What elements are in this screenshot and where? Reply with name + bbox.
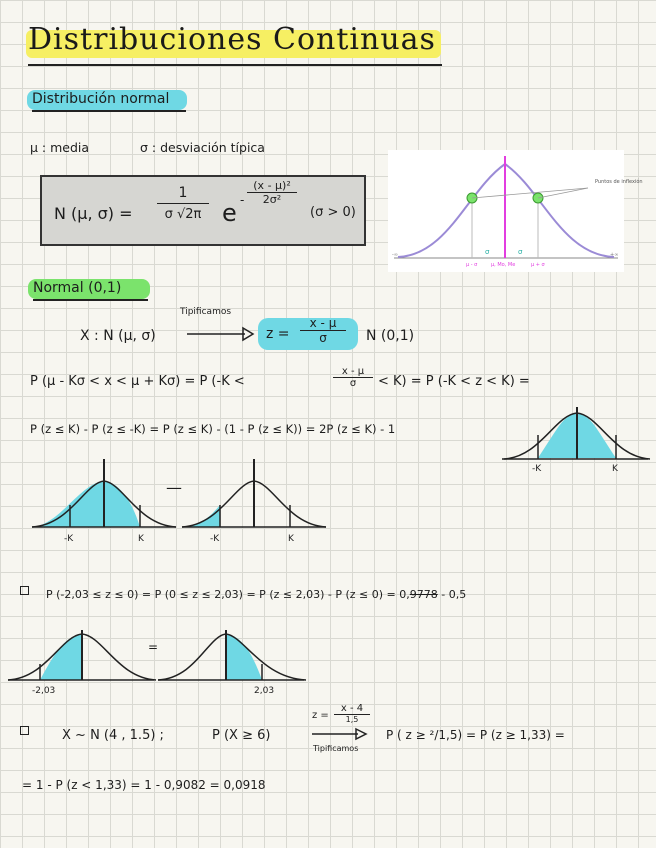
eq1-fraction bbox=[333, 366, 373, 389]
curve-example-1-right bbox=[156, 620, 306, 700]
formula-base: e bbox=[222, 199, 237, 227]
curve-example-1-left bbox=[6, 620, 159, 700]
section-title-std: Normal (0,1) bbox=[33, 280, 122, 296]
example-2-z-lhs: z = bbox=[312, 710, 329, 721]
center-label: μ, Mo, Me bbox=[491, 262, 516, 268]
tip-label: Tipificamos bbox=[180, 307, 232, 317]
curve-example-1-left-fill bbox=[40, 634, 82, 680]
minus-sign: — bbox=[166, 478, 182, 497]
eq1-left: P (μ - Kσ < x < μ + Kσ) = P (-K < bbox=[30, 374, 245, 389]
formula-exp-sign: - bbox=[240, 193, 245, 207]
normal-formula-box bbox=[40, 175, 366, 246]
example-2-z-denominator: 1,5 bbox=[345, 715, 359, 724]
sigma-label-right: σ bbox=[518, 248, 523, 256]
example-2-dist: X ~ N (4 , 1.5) ; bbox=[62, 728, 164, 743]
example-1-struck: 9778 bbox=[409, 588, 438, 601]
example-1-part-b: - 0,5 bbox=[437, 588, 467, 601]
z-denominator: σ bbox=[319, 331, 327, 345]
label-neg-k-1: -K bbox=[64, 534, 74, 544]
label-neg-k-2: -K bbox=[210, 534, 220, 544]
z-lhs: z = bbox=[266, 326, 290, 342]
label-neg-2-03: -2,03 bbox=[32, 686, 56, 696]
example-2-prob: P (X ≥ 6) bbox=[212, 728, 271, 743]
curve-p-z-le-k bbox=[30, 455, 180, 545]
page-title: Distribuciones Continuas bbox=[28, 22, 436, 57]
eq1-right: < K) = P (-K < z < K) = bbox=[378, 374, 530, 389]
formula-fraction bbox=[157, 185, 209, 222]
label-k-2: K bbox=[288, 534, 294, 544]
example-1-text bbox=[46, 588, 466, 601]
title-underline bbox=[28, 64, 442, 66]
z-fraction bbox=[300, 316, 346, 345]
example-2-below-arrow: Tipificamos bbox=[313, 744, 359, 753]
mu-plus-sigma-label: μ + σ bbox=[531, 262, 545, 268]
eq2: P (z ≤ K) - P (z ≤ -K) = P (z ≤ K) - (1 - P (z ≤ K)) = 2P (z ≤ K) - 1 bbox=[30, 422, 396, 436]
sigma-label-left: σ bbox=[485, 248, 490, 256]
eq1-denominator: σ bbox=[349, 378, 357, 389]
label-2-03: 2,03 bbox=[254, 686, 275, 696]
normal-figure-svg bbox=[388, 150, 643, 272]
formula-lhs: N (μ, σ) = bbox=[54, 204, 133, 223]
example-2-result: P ( z ≥ ²/1,5) = P (z ≥ 1,33) = bbox=[386, 728, 565, 742]
normal-figure bbox=[388, 150, 643, 272]
bullet-example-1 bbox=[20, 586, 29, 595]
minus-infinity-label: -∞ bbox=[392, 252, 398, 258]
section-title-normal: Distribución normal bbox=[32, 91, 170, 107]
formula-numerator: 1 bbox=[157, 185, 209, 204]
legend-sigma: σ : desviación típica bbox=[140, 140, 265, 155]
label-neg-k: -K bbox=[532, 464, 542, 474]
section-underline-std bbox=[33, 299, 148, 301]
formula-exp-numerator: (x - μ)² bbox=[247, 179, 297, 193]
formula-condition: (σ > 0) bbox=[310, 205, 356, 220]
formula-denominator: σ √2π bbox=[164, 207, 202, 222]
example-2-z-numerator: x - 4 bbox=[334, 703, 370, 715]
curve-p-z-le-neg-k-fill bbox=[182, 505, 220, 527]
formula-exponent bbox=[247, 179, 297, 206]
tip-rhs: N (0,1) bbox=[366, 328, 415, 344]
inflection-label: Puntos de inflexión bbox=[595, 179, 643, 185]
tip-arrow bbox=[185, 324, 255, 344]
curve-p-z-le-neg-k bbox=[180, 455, 330, 545]
label-k: K bbox=[612, 464, 618, 474]
z-numerator: x - μ bbox=[300, 316, 346, 331]
example-1-part-a: P (-2,03 ≤ z ≤ 0) = P (0 ≤ z ≤ 2,03) = P (z ≤ 2,03) - P (z ≤ 0) = 0, bbox=[46, 588, 410, 601]
curve-symmetric bbox=[500, 405, 650, 475]
example-2-arrow bbox=[310, 726, 370, 742]
bullet-example-2 bbox=[20, 726, 29, 735]
mu-minus-sigma-label: μ - σ bbox=[466, 262, 478, 268]
curve-p-z-le-k-fill bbox=[32, 481, 140, 527]
equals-sign: = bbox=[148, 640, 159, 654]
formula-exp-denominator: 2σ² bbox=[262, 193, 282, 206]
legend-mu: μ : media bbox=[30, 140, 90, 155]
eq1-numerator: x - μ bbox=[333, 366, 373, 378]
plus-infinity-label: +∞ bbox=[610, 252, 619, 258]
example-2-z-fraction bbox=[334, 703, 370, 724]
section-underline-normal bbox=[32, 110, 186, 112]
example-2-line-2: = 1 - P (z < 1,33) = 1 - 0,9082 = 0,0918 bbox=[22, 778, 266, 792]
label-k-1: K bbox=[138, 534, 144, 544]
tip-lhs: X : N (μ, σ) bbox=[80, 328, 156, 344]
